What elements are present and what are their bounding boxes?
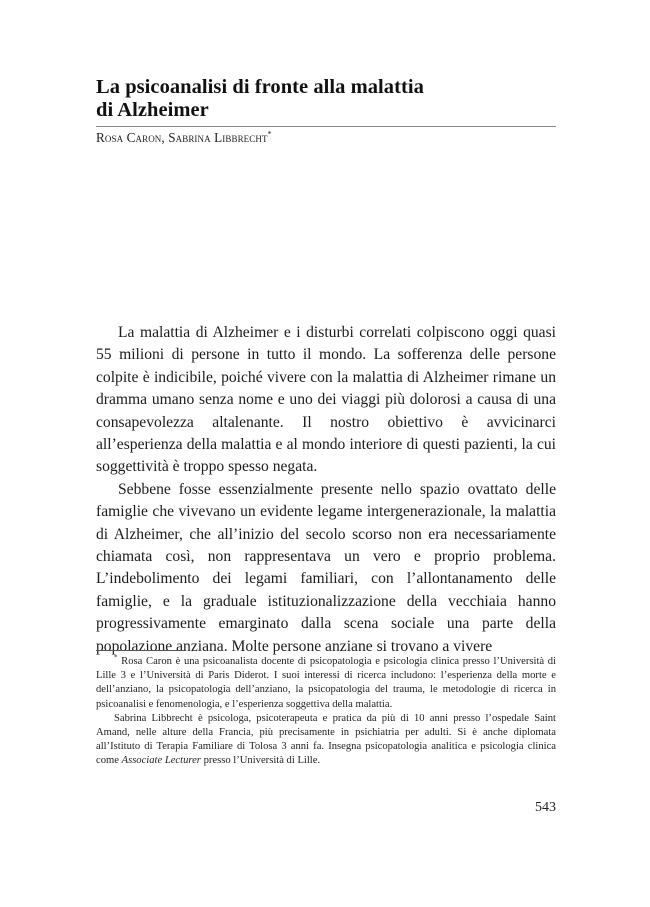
footnote-1-text: Rosa Caron è una psicoanalista docente di psicopatologia e psicologia clinica presso l’Università di Lille 3 e l’Università di Paris Diderot. I suoi interessi di ricerca includono: l’esperienza della morte e dell’anziano, la psicopatologia dell’anziano, la psicopatologia del trauma, le metodologie di ricerca in psicoanalisi e fenomenologia, e l’esperienza soggettiva della malattia. xyxy=(96,656,556,710)
article-authors xyxy=(96,130,556,146)
footnote-mark: * xyxy=(114,653,118,662)
footnote-2-text-start: Sabrina Libbrecht è psicologa, psicoterapeuta e pratica da più di 10 anni presso l’ospedale Saint Amand, nelle alture della Francia, più precisamente in psichiatria per adulti. Si è anche diplomata all’Istituto di Terapia Familiare di Tolosa 3 anni fa. Insegna psicopatologia analitica e psicologia clinica come xyxy=(96,712,556,767)
footnote-2-italic: Associate Lecturer xyxy=(121,755,201,767)
article-header xyxy=(96,76,556,146)
page-number: 543 xyxy=(535,800,556,815)
authors-names: Rosa Caron, Sabrina Libbrecht xyxy=(96,130,268,145)
title-rule xyxy=(96,126,556,127)
footnote-2 xyxy=(96,712,556,769)
footnote-rule xyxy=(96,650,184,651)
title-line-1: La psicoanalisi di fronte alla malattia xyxy=(96,76,424,98)
title-line-2: di Alzheimer xyxy=(96,99,209,121)
author-footnote-mark: * xyxy=(267,129,272,139)
body-paragraph-1: La malattia di Alzheimer e i disturbi correlati colpiscono oggi quasi 55 milioni di persone in tutto il mondo. La sofferenza delle persone colpite è indicibile, poiché vivere con la malattia di Alzheimer rimane un dramma umano senza nome e uno dei viaggi più dolorosi a causa di una consapevolezza altalenante. Il nostro obiettivo è avvicinarci all’esperienza della malattia e al mondo interiore di questi pazienti, la cui soggettività è troppo spesso negata. xyxy=(96,324,556,476)
footnote-1 xyxy=(96,655,556,712)
footnote-2-text-end: presso l’Università di Lille. xyxy=(200,755,321,767)
article-body xyxy=(96,322,556,658)
body-paragraph-2: Sebbene fosse essenzialmente presente nello spazio ovattato delle famiglie che vivevano un evidente legame intergenerazionale, la malattia di Alzheimer, che all’inizio del secolo scorso non era necessariamente chiamata così, non rappresentava un vero e proprio problema. L’indebolimento dei legami familiari, con l’allontanamento delle famiglie, e la graduale istituzionalizzazione della vecchiaia hanno progressivamente emarginato dalla scena sociale una parte della popolazione anziana. Molte persone anziane si trovano a vivere xyxy=(96,480,556,655)
footnotes xyxy=(96,655,556,769)
article-title xyxy=(96,76,556,122)
